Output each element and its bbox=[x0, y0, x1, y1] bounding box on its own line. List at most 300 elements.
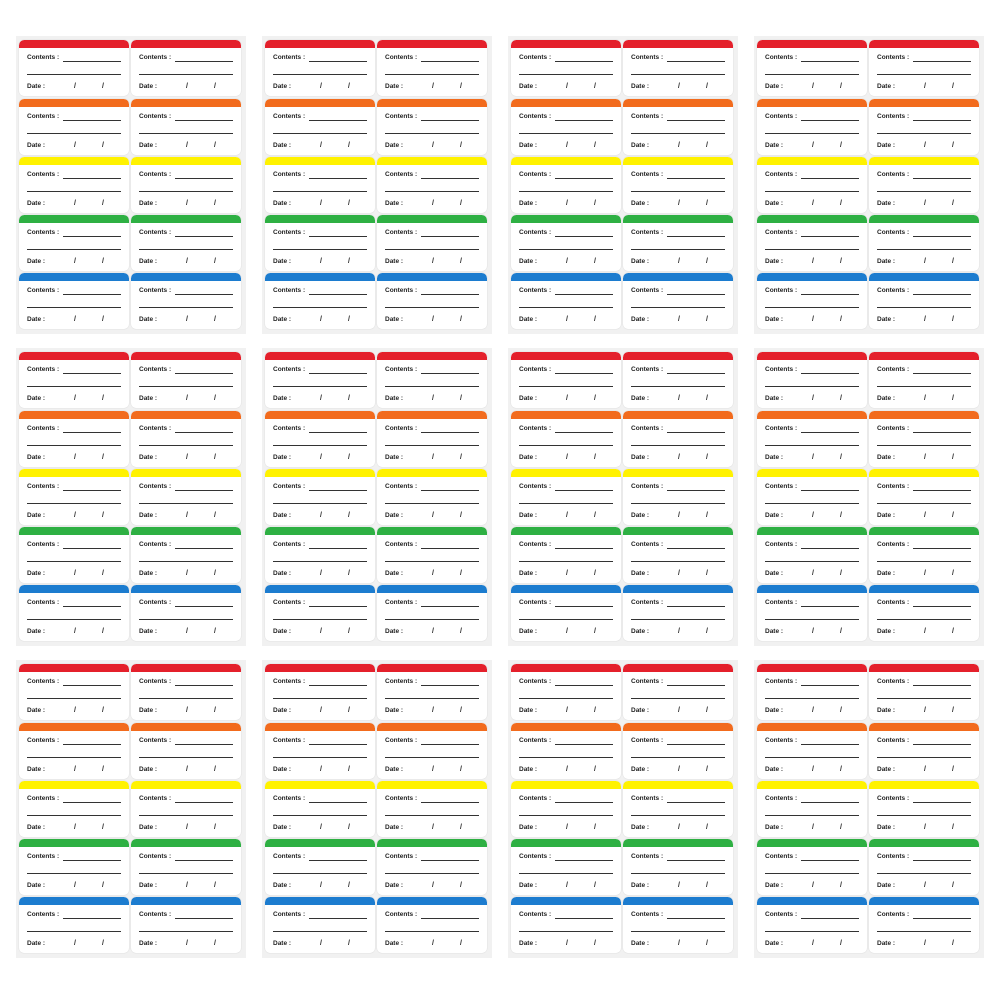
color-band bbox=[19, 585, 129, 593]
label-red bbox=[19, 40, 129, 96]
color-band bbox=[757, 527, 867, 535]
contents-line-2 bbox=[519, 698, 613, 699]
label-red bbox=[131, 40, 241, 96]
label-red bbox=[869, 40, 979, 96]
color-band bbox=[511, 585, 621, 593]
date-separator: / bbox=[678, 395, 680, 402]
contents-label: Contents : bbox=[385, 541, 418, 548]
date-separator: / bbox=[924, 570, 926, 577]
label-green bbox=[623, 527, 733, 583]
color-band bbox=[869, 99, 979, 107]
color-band bbox=[377, 411, 487, 419]
contents-label: Contents : bbox=[385, 287, 418, 294]
contents-line bbox=[309, 860, 367, 861]
color-band bbox=[19, 99, 129, 107]
color-band bbox=[511, 781, 621, 789]
date-separator: / bbox=[952, 707, 954, 714]
date-label: Date : bbox=[273, 570, 292, 577]
date-label: Date : bbox=[273, 882, 292, 889]
contents-line-2 bbox=[765, 307, 859, 308]
label-green bbox=[511, 527, 621, 583]
color-band bbox=[265, 781, 375, 789]
contents-line-2 bbox=[519, 307, 613, 308]
date-separator: / bbox=[924, 142, 926, 149]
contents-line-2 bbox=[631, 757, 725, 758]
contents-label: Contents : bbox=[631, 113, 664, 120]
date-separator: / bbox=[186, 142, 188, 149]
date-label: Date : bbox=[385, 316, 404, 323]
color-band bbox=[623, 723, 733, 731]
date-separator: / bbox=[924, 200, 926, 207]
contents-line-2 bbox=[385, 815, 479, 816]
date-label: Date : bbox=[765, 142, 784, 149]
date-separator: / bbox=[320, 200, 322, 207]
contents-label: Contents : bbox=[519, 853, 552, 860]
date-separator: / bbox=[952, 824, 954, 831]
contents-label: Contents : bbox=[765, 425, 798, 432]
date-separator: / bbox=[432, 882, 434, 889]
contents-label: Contents : bbox=[385, 795, 418, 802]
contents-line-2 bbox=[385, 561, 479, 562]
date-label: Date : bbox=[631, 766, 650, 773]
date-separator: / bbox=[102, 824, 104, 831]
contents-line bbox=[913, 120, 971, 121]
date-separator: / bbox=[186, 200, 188, 207]
label-green bbox=[511, 839, 621, 895]
date-label: Date : bbox=[519, 258, 538, 265]
label-blue bbox=[19, 585, 129, 641]
label-green bbox=[511, 215, 621, 271]
contents-line-2 bbox=[139, 698, 233, 699]
color-band bbox=[131, 273, 241, 281]
color-band bbox=[377, 40, 487, 48]
contents-line bbox=[801, 373, 859, 374]
color-band bbox=[623, 411, 733, 419]
label-yellow bbox=[757, 157, 867, 213]
date-separator: / bbox=[74, 258, 76, 265]
label-red bbox=[19, 352, 129, 408]
date-label: Date : bbox=[139, 707, 158, 714]
date-separator: / bbox=[460, 882, 462, 889]
label-green bbox=[869, 839, 979, 895]
color-band bbox=[511, 527, 621, 535]
color-band bbox=[511, 215, 621, 223]
contents-line bbox=[667, 685, 725, 686]
color-band bbox=[757, 585, 867, 593]
contents-label: Contents : bbox=[27, 425, 60, 432]
contents-label: Contents : bbox=[385, 54, 418, 61]
date-label: Date : bbox=[385, 258, 404, 265]
contents-line-2 bbox=[27, 307, 121, 308]
date-separator: / bbox=[812, 882, 814, 889]
date-separator: / bbox=[320, 83, 322, 90]
label-yellow bbox=[757, 469, 867, 525]
contents-label: Contents : bbox=[273, 54, 306, 61]
date-label: Date : bbox=[765, 628, 784, 635]
color-band bbox=[265, 469, 375, 477]
contents-line bbox=[309, 685, 367, 686]
contents-label: Contents : bbox=[877, 737, 910, 744]
label-yellow bbox=[869, 469, 979, 525]
contents-line bbox=[175, 294, 233, 295]
contents-label: Contents : bbox=[273, 678, 306, 685]
color-band bbox=[377, 664, 487, 672]
date-separator: / bbox=[74, 707, 76, 714]
color-band bbox=[623, 273, 733, 281]
label-blue bbox=[757, 273, 867, 329]
color-band bbox=[511, 723, 621, 731]
contents-line-2 bbox=[877, 191, 971, 192]
label-blue bbox=[869, 585, 979, 641]
contents-label: Contents : bbox=[27, 737, 60, 744]
date-label: Date : bbox=[519, 83, 538, 90]
date-separator: / bbox=[320, 766, 322, 773]
contents-line-2 bbox=[877, 307, 971, 308]
date-separator: / bbox=[952, 200, 954, 207]
contents-label: Contents : bbox=[273, 366, 306, 373]
date-separator: / bbox=[952, 882, 954, 889]
contents-label: Contents : bbox=[877, 54, 910, 61]
date-separator: / bbox=[924, 258, 926, 265]
color-band bbox=[131, 723, 241, 731]
date-label: Date : bbox=[139, 570, 158, 577]
contents-label: Contents : bbox=[27, 678, 60, 685]
contents-line bbox=[801, 606, 859, 607]
date-label: Date : bbox=[765, 83, 784, 90]
contents-line bbox=[667, 802, 725, 803]
contents-label: Contents : bbox=[273, 287, 306, 294]
date-label: Date : bbox=[519, 570, 538, 577]
label-yellow bbox=[623, 157, 733, 213]
color-band bbox=[511, 839, 621, 847]
contents-line-2 bbox=[385, 74, 479, 75]
color-band bbox=[131, 469, 241, 477]
label-orange bbox=[757, 99, 867, 155]
date-label: Date : bbox=[631, 142, 650, 149]
contents-line bbox=[667, 744, 725, 745]
contents-label: Contents : bbox=[519, 678, 552, 685]
date-separator: / bbox=[840, 707, 842, 714]
contents-line bbox=[421, 61, 479, 62]
date-separator: / bbox=[102, 707, 104, 714]
color-band bbox=[377, 99, 487, 107]
date-separator: / bbox=[812, 83, 814, 90]
contents-line-2 bbox=[877, 503, 971, 504]
date-label: Date : bbox=[385, 940, 404, 947]
contents-label: Contents : bbox=[765, 541, 798, 548]
date-separator: / bbox=[460, 142, 462, 149]
color-band bbox=[511, 469, 621, 477]
color-band bbox=[869, 352, 979, 360]
contents-label: Contents : bbox=[631, 911, 664, 918]
contents-line-2 bbox=[139, 191, 233, 192]
label-green bbox=[265, 215, 375, 271]
contents-label: Contents : bbox=[385, 737, 418, 744]
date-label: Date : bbox=[273, 316, 292, 323]
contents-line bbox=[63, 61, 121, 62]
date-label: Date : bbox=[877, 940, 896, 947]
contents-line-2 bbox=[27, 931, 121, 932]
color-band bbox=[869, 411, 979, 419]
contents-label: Contents : bbox=[385, 366, 418, 373]
color-band bbox=[377, 839, 487, 847]
label-yellow bbox=[623, 469, 733, 525]
date-label: Date : bbox=[139, 766, 158, 773]
contents-label: Contents : bbox=[631, 599, 664, 606]
contents-line-2 bbox=[273, 249, 367, 250]
contents-label: Contents : bbox=[139, 853, 172, 860]
contents-line bbox=[555, 744, 613, 745]
label-green bbox=[623, 215, 733, 271]
contents-line bbox=[667, 548, 725, 549]
date-separator: / bbox=[348, 258, 350, 265]
contents-label: Contents : bbox=[877, 366, 910, 373]
date-label: Date : bbox=[519, 142, 538, 149]
date-separator: / bbox=[594, 142, 596, 149]
color-band bbox=[511, 99, 621, 107]
label-orange bbox=[131, 99, 241, 155]
date-separator: / bbox=[840, 316, 842, 323]
contents-line bbox=[175, 548, 233, 549]
date-separator: / bbox=[320, 882, 322, 889]
contents-label: Contents : bbox=[631, 678, 664, 685]
color-band bbox=[623, 897, 733, 905]
label-orange bbox=[377, 723, 487, 779]
contents-line bbox=[309, 744, 367, 745]
date-label: Date : bbox=[385, 454, 404, 461]
label-red bbox=[265, 40, 375, 96]
label-red bbox=[511, 40, 621, 96]
date-label: Date : bbox=[385, 628, 404, 635]
label-sheet bbox=[754, 660, 984, 958]
date-separator: / bbox=[594, 940, 596, 947]
color-band bbox=[511, 411, 621, 419]
date-separator: / bbox=[594, 316, 596, 323]
date-label: Date : bbox=[385, 570, 404, 577]
date-separator: / bbox=[594, 628, 596, 635]
contents-line-2 bbox=[27, 873, 121, 874]
color-band bbox=[869, 664, 979, 672]
contents-label: Contents : bbox=[273, 911, 306, 918]
contents-line-2 bbox=[519, 619, 613, 620]
date-label: Date : bbox=[765, 512, 784, 519]
date-separator: / bbox=[594, 454, 596, 461]
date-separator: / bbox=[812, 454, 814, 461]
contents-label: Contents : bbox=[139, 599, 172, 606]
date-separator: / bbox=[460, 940, 462, 947]
contents-line bbox=[555, 294, 613, 295]
date-label: Date : bbox=[631, 940, 650, 947]
date-separator: / bbox=[840, 570, 842, 577]
contents-label: Contents : bbox=[765, 678, 798, 685]
label-sheet bbox=[262, 36, 492, 334]
contents-line-2 bbox=[765, 873, 859, 874]
label-blue bbox=[757, 585, 867, 641]
contents-line bbox=[63, 373, 121, 374]
contents-line-2 bbox=[273, 74, 367, 75]
contents-line bbox=[913, 178, 971, 179]
contents-line-2 bbox=[27, 74, 121, 75]
date-label: Date : bbox=[139, 628, 158, 635]
label-sheet bbox=[508, 348, 738, 646]
contents-line bbox=[175, 744, 233, 745]
date-separator: / bbox=[348, 940, 350, 947]
date-label: Date : bbox=[273, 766, 292, 773]
contents-line bbox=[555, 61, 613, 62]
date-separator: / bbox=[566, 454, 568, 461]
contents-line-2 bbox=[273, 307, 367, 308]
contents-line bbox=[913, 490, 971, 491]
date-label: Date : bbox=[139, 395, 158, 402]
contents-line-2 bbox=[631, 815, 725, 816]
contents-line bbox=[801, 548, 859, 549]
label-blue bbox=[131, 585, 241, 641]
contents-label: Contents : bbox=[27, 229, 60, 236]
contents-label: Contents : bbox=[877, 795, 910, 802]
date-separator: / bbox=[566, 395, 568, 402]
contents-line bbox=[801, 860, 859, 861]
date-separator: / bbox=[214, 200, 216, 207]
date-label: Date : bbox=[273, 83, 292, 90]
color-band bbox=[511, 664, 621, 672]
date-separator: / bbox=[812, 142, 814, 149]
label-red bbox=[623, 352, 733, 408]
contents-line bbox=[63, 236, 121, 237]
color-band bbox=[623, 99, 733, 107]
contents-line bbox=[421, 120, 479, 121]
contents-line bbox=[63, 860, 121, 861]
date-label: Date : bbox=[27, 395, 46, 402]
date-separator: / bbox=[460, 512, 462, 519]
color-band bbox=[131, 157, 241, 165]
contents-line-2 bbox=[27, 445, 121, 446]
contents-label: Contents : bbox=[877, 113, 910, 120]
color-band bbox=[623, 781, 733, 789]
date-separator: / bbox=[924, 395, 926, 402]
contents-line-2 bbox=[765, 133, 859, 134]
date-separator: / bbox=[566, 824, 568, 831]
contents-label: Contents : bbox=[27, 911, 60, 918]
contents-line-2 bbox=[631, 249, 725, 250]
color-band bbox=[265, 215, 375, 223]
contents-line-2 bbox=[631, 386, 725, 387]
contents-label: Contents : bbox=[519, 425, 552, 432]
contents-line-2 bbox=[139, 561, 233, 562]
date-separator: / bbox=[678, 766, 680, 773]
color-band bbox=[869, 839, 979, 847]
contents-label: Contents : bbox=[385, 425, 418, 432]
date-separator: / bbox=[812, 628, 814, 635]
date-label: Date : bbox=[877, 200, 896, 207]
contents-line-2 bbox=[519, 445, 613, 446]
color-band bbox=[131, 411, 241, 419]
label-blue bbox=[265, 897, 375, 953]
color-band bbox=[511, 40, 621, 48]
contents-label: Contents : bbox=[877, 599, 910, 606]
date-separator: / bbox=[594, 707, 596, 714]
contents-line bbox=[63, 120, 121, 121]
color-band bbox=[265, 723, 375, 731]
date-separator: / bbox=[432, 142, 434, 149]
date-separator: / bbox=[74, 83, 76, 90]
color-band bbox=[869, 40, 979, 48]
date-separator: / bbox=[74, 316, 76, 323]
contents-line-2 bbox=[273, 561, 367, 562]
color-band bbox=[869, 781, 979, 789]
date-separator: / bbox=[706, 570, 708, 577]
date-label: Date : bbox=[877, 83, 896, 90]
date-label: Date : bbox=[877, 824, 896, 831]
date-separator: / bbox=[706, 824, 708, 831]
contents-line bbox=[175, 918, 233, 919]
date-label: Date : bbox=[631, 628, 650, 635]
date-separator: / bbox=[594, 200, 596, 207]
contents-line-2 bbox=[139, 931, 233, 932]
date-separator: / bbox=[840, 142, 842, 149]
contents-label: Contents : bbox=[27, 853, 60, 860]
label-yellow bbox=[377, 781, 487, 837]
date-separator: / bbox=[214, 83, 216, 90]
color-band bbox=[19, 411, 129, 419]
contents-line bbox=[421, 373, 479, 374]
date-separator: / bbox=[186, 628, 188, 635]
contents-line-2 bbox=[765, 191, 859, 192]
date-separator: / bbox=[102, 628, 104, 635]
date-separator: / bbox=[812, 395, 814, 402]
contents-line-2 bbox=[273, 757, 367, 758]
date-separator: / bbox=[460, 83, 462, 90]
label-blue bbox=[377, 273, 487, 329]
contents-label: Contents : bbox=[139, 911, 172, 918]
date-label: Date : bbox=[631, 200, 650, 207]
date-separator: / bbox=[706, 454, 708, 461]
contents-label: Contents : bbox=[519, 287, 552, 294]
contents-line bbox=[801, 432, 859, 433]
contents-line-2 bbox=[139, 757, 233, 758]
label-orange bbox=[377, 99, 487, 155]
label-yellow bbox=[869, 781, 979, 837]
date-separator: / bbox=[594, 824, 596, 831]
color-band bbox=[757, 273, 867, 281]
color-band bbox=[131, 897, 241, 905]
contents-line bbox=[175, 432, 233, 433]
date-label: Date : bbox=[631, 395, 650, 402]
label-blue bbox=[757, 897, 867, 953]
label-sheet bbox=[16, 660, 246, 958]
contents-label: Contents : bbox=[519, 599, 552, 606]
date-label: Date : bbox=[765, 395, 784, 402]
date-label: Date : bbox=[273, 824, 292, 831]
date-separator: / bbox=[320, 824, 322, 831]
date-label: Date : bbox=[877, 512, 896, 519]
date-label: Date : bbox=[877, 882, 896, 889]
contents-label: Contents : bbox=[765, 287, 798, 294]
contents-label: Contents : bbox=[765, 911, 798, 918]
date-label: Date : bbox=[519, 882, 538, 889]
contents-line bbox=[913, 294, 971, 295]
contents-line-2 bbox=[877, 873, 971, 874]
contents-line bbox=[667, 918, 725, 919]
contents-line bbox=[175, 490, 233, 491]
label-green bbox=[757, 839, 867, 895]
contents-line bbox=[309, 61, 367, 62]
contents-label: Contents : bbox=[519, 737, 552, 744]
date-separator: / bbox=[214, 258, 216, 265]
contents-line bbox=[555, 606, 613, 607]
color-band bbox=[19, 352, 129, 360]
date-separator: / bbox=[102, 258, 104, 265]
date-label: Date : bbox=[27, 707, 46, 714]
